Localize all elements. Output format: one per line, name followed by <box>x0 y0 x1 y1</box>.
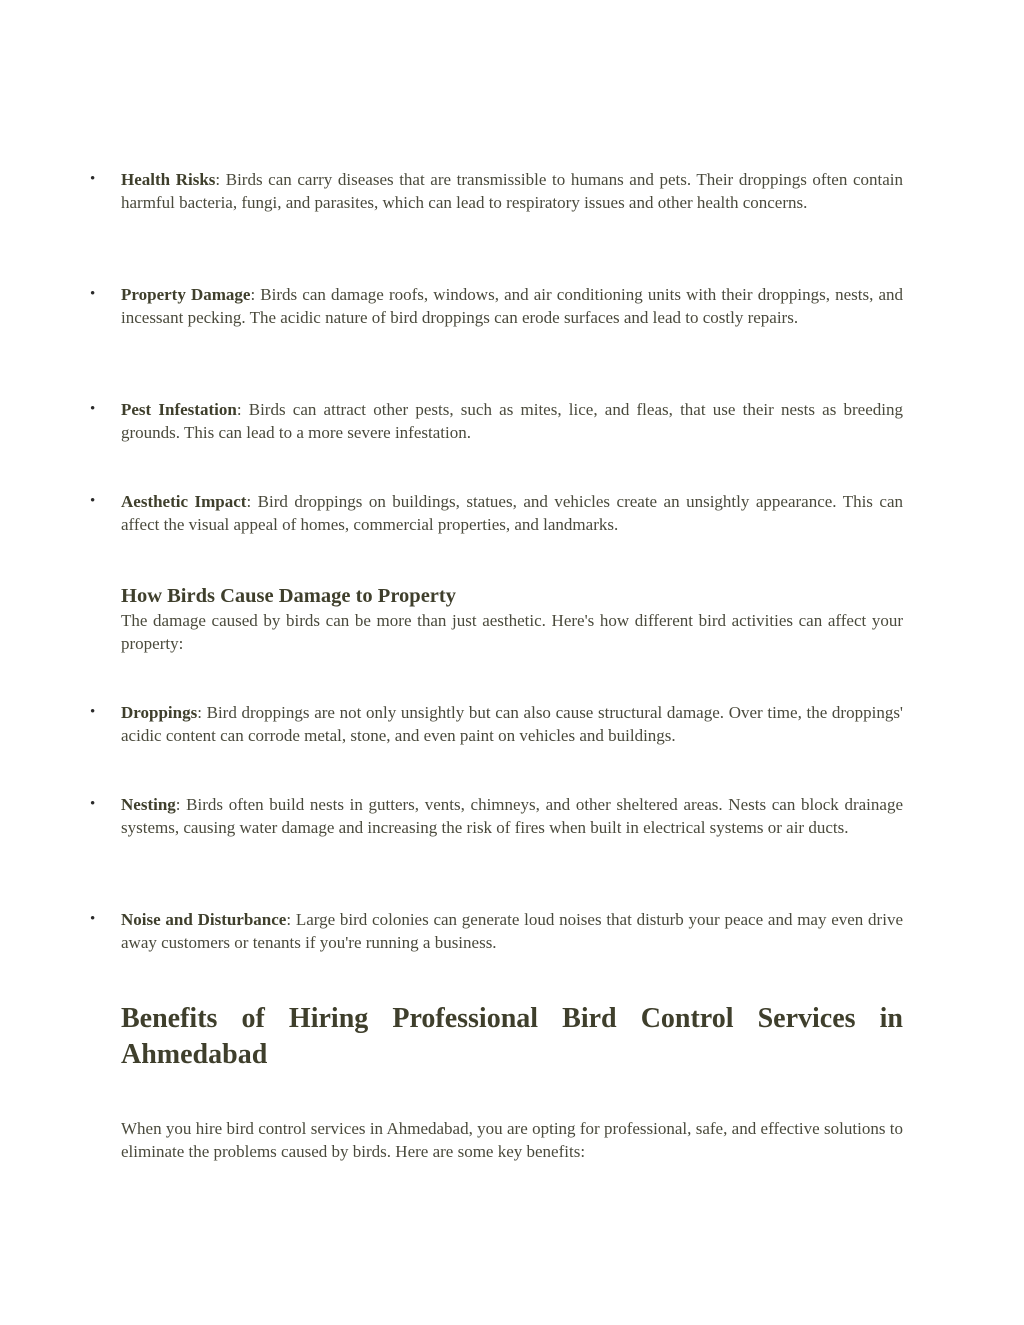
section-intro-paragraph: The damage caused by birds can be more than just aesthetic. Here's how different bird activities can affect your property: <box>121 611 903 654</box>
list-item-text: : Bird droppings are not only unsightly but can also cause structural damage. Over time, the droppings' acidic content can corrode metal, stone, and even paint on vehicles and buildings. <box>121 703 903 746</box>
bullet-icon: • <box>90 401 96 417</box>
list-item-term: Property Damage <box>121 285 251 304</box>
list-item-text: : Birds often build nests in gutters, vents, chimneys, and other sheltered areas. Nests can block drainage systems, causing water damage and increasing the risk of fires when built in electrical systems or air ducts. <box>121 795 903 838</box>
bullet-icon: • <box>90 493 96 509</box>
list-item-text: : Birds can carry diseases that are transmissible to humans and pets. Their droppings often contain harmful bacteria, fungi, and parasites, which can lead to respiratory issues and other health concerns. <box>121 170 903 213</box>
list-item-property-damage <box>90 283 904 329</box>
list-item-aesthetic-impact <box>90 490 903 536</box>
list-item-nesting <box>90 793 903 839</box>
list-item-text: : Birds can damage roofs, windows, and air conditioning units with their droppings, nests, and incessant pecking. The acidic nature of bird droppings can erode surfaces and lead to costly repairs. <box>121 285 904 328</box>
bullet-icon: • <box>90 796 96 812</box>
list-item-term: Health Risks <box>121 170 216 189</box>
list-item-term: Droppings <box>121 703 198 722</box>
benefits-paragraph: When you hire bird control services in Ahmedabad, you are opting for professional, safe, and effective solutions to eliminate the problems caused by birds. Here are some key benefits: <box>121 1119 903 1162</box>
list-item-term: Pest Infestation <box>121 400 237 419</box>
section-heading: Benefits of Hiring Professional Bird Control Services in Ahmedabad <box>121 1003 903 1070</box>
bullet-icon: • <box>90 171 96 187</box>
list-item-droppings <box>90 701 903 747</box>
list-item-pest-infestation <box>90 398 903 444</box>
list-item-term: Noise and Disturbance <box>121 910 287 929</box>
list-item-term: Nesting <box>121 795 176 814</box>
section-subheading: How Birds Cause Damage to Property <box>121 585 456 607</box>
list-item-text: : Bird droppings on buildings, statues, and vehicles create an unsightly appearance. This can affect the visual appeal of homes, commercial properties, and landmarks. <box>121 492 903 535</box>
bullet-icon: • <box>90 286 96 302</box>
list-item-term: Aesthetic Impact <box>121 492 247 511</box>
bullet-icon: • <box>90 911 96 927</box>
list-item-noise-disturbance <box>90 908 903 954</box>
list-item-text: : Birds can attract other pests, such as mites, lice, and fleas, that use their nests as breeding grounds. This can lead to a more severe infestation. <box>121 400 903 443</box>
list-item-text: : Large bird colonies can generate loud noises that disturb your peace and may even drive away customers or tenants if you're running a business. <box>121 910 903 953</box>
list-item-health-risks <box>90 168 903 214</box>
bullet-icon: • <box>90 704 96 720</box>
